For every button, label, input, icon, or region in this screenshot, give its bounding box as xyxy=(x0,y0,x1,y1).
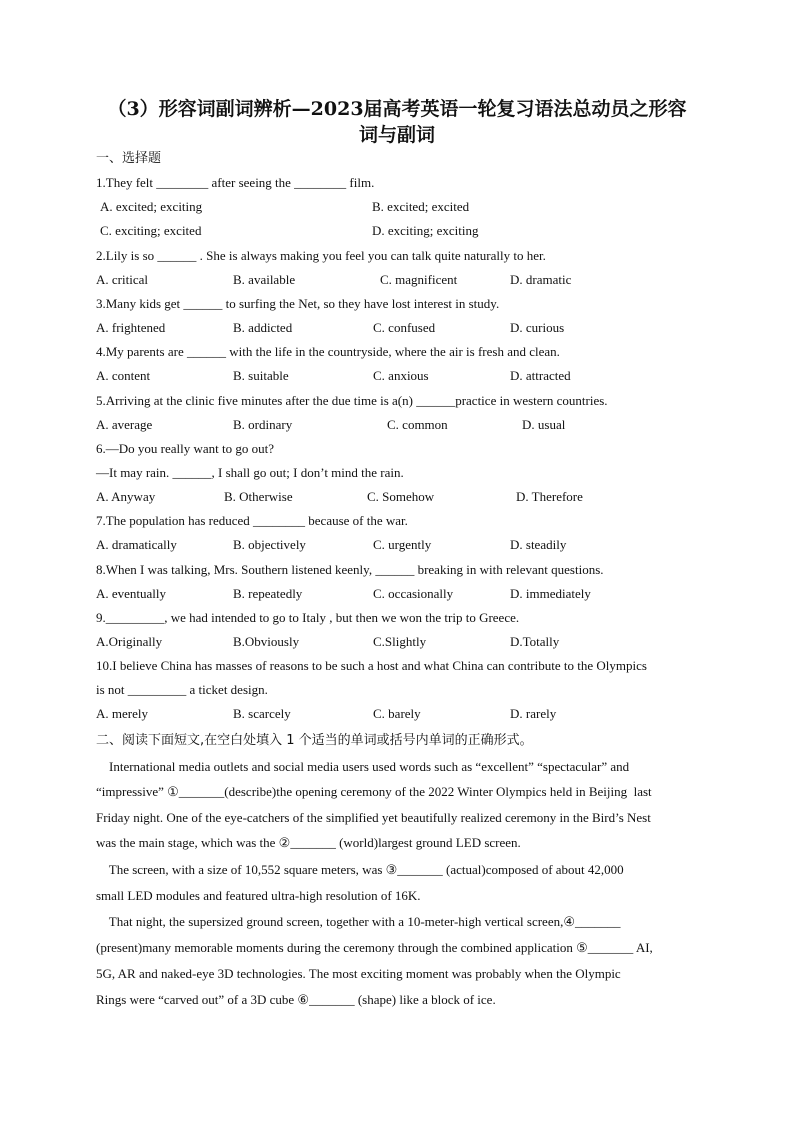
question-1-option-c: C. exciting; excited xyxy=(100,223,202,238)
question-10-option-d: D. rarely xyxy=(510,706,557,721)
question-10-option-c: C. barely xyxy=(373,706,421,721)
question-6-stem-line-2: —It may rain. ______, I shall go out; I don’t mind the rain. xyxy=(96,465,404,480)
title-line-1: （3）形容词副词辨析—2023届高考英语一轮复习语法总动员之形容 xyxy=(107,98,687,120)
question-4-option-b: B. suitable xyxy=(233,368,289,383)
question-7-option-a: A. dramatically xyxy=(96,537,177,552)
question-7-option-d: D. steadily xyxy=(510,537,567,552)
title-line-2: 词与副词 xyxy=(358,124,435,146)
question-7-stem: 7.The population has reduced ________ because of the war. xyxy=(96,513,408,528)
question-3-option-d: D. curious xyxy=(510,320,565,335)
question-6-stem-line-1: 6.—Do you really want to go out? xyxy=(96,441,274,456)
document-title xyxy=(60,96,734,148)
question-9-option-a: A.Originally xyxy=(96,634,163,649)
question-8-stem: 8.When I was talking, Mrs. Southern listened keenly, ______ breaking in with relevant questions. xyxy=(96,562,604,577)
question-5-option-b: B. ordinary xyxy=(233,417,293,432)
question-9-option-d: D.Totally xyxy=(510,634,560,649)
question-8-option-d: D. immediately xyxy=(510,586,591,601)
question-2-stem: 2.Lily is so ______ . She is always making you feel you can talk quite naturally to her. xyxy=(96,248,546,263)
question-2-option-d: D. dramatic xyxy=(510,272,572,287)
question-3-option-a: A. frightened xyxy=(96,320,166,335)
section-1-heading: 一、选择题 xyxy=(96,151,162,166)
question-7-option-c: C. urgently xyxy=(373,537,432,552)
question-4-option-a: A. content xyxy=(96,368,151,383)
question-6-option-d: D. Therefore xyxy=(516,489,583,504)
question-9-option-c: C.Slightly xyxy=(373,634,427,649)
passage-paragraph-3-line-1: That night, the supersized ground screen, together with a 10-meter-high vertical screen,④_______ xyxy=(96,914,621,929)
passage-paragraph-3-line-3: 5G, AR and naked-eye 3D technologies. The most exciting moment was probably when the Olympic xyxy=(96,966,621,981)
question-4-stem: 4.My parents are ______ with the life in the countryside, where the air is fresh and clean. xyxy=(96,344,560,359)
question-4-option-c: C. anxious xyxy=(373,368,429,383)
question-1-option-d: D. exciting; exciting xyxy=(372,223,479,238)
question-5-option-d: D. usual xyxy=(522,417,566,432)
question-6-option-c: C. Somehow xyxy=(367,489,435,504)
question-1-option-b: B. excited; excited xyxy=(372,199,470,214)
question-7-option-b: B. objectively xyxy=(233,537,306,552)
question-1-stem: 1.They felt ________ after seeing the ________ film. xyxy=(96,175,375,190)
question-2-option-b: B. available xyxy=(233,272,296,287)
question-8-option-b: B. repeatedly xyxy=(233,586,303,601)
question-3-option-b: B. addicted xyxy=(233,320,293,335)
question-5-option-a: A. average xyxy=(96,417,153,432)
question-3-stem: 3.Many kids get ______ to surfing the Net, so they have lost interest in study. xyxy=(96,296,500,311)
passage-paragraph-2-line-1: The screen, with a size of 10,552 square meters, was ③_______ (actual)composed of about 42,000 xyxy=(96,862,624,877)
passage-paragraph-3-line-4: Rings were “carved out” of a 3D cube ⑥_______ (shape) like a block of ice. xyxy=(96,992,496,1007)
question-10-option-a: A. merely xyxy=(96,706,148,721)
question-8-option-a: A. eventually xyxy=(96,586,167,601)
question-8-option-c: C. occasionally xyxy=(373,586,454,601)
question-6-option-b: B. Otherwise xyxy=(224,489,293,504)
passage-paragraph-1-line-4: was the main stage, which was the ②_______ (world)largest ground LED screen. xyxy=(96,835,521,850)
passage-paragraph-1-line-2: “impressive” ①_______(describe)the opening ceremony of the 2022 Winter Olympics held in Beijing last xyxy=(96,784,652,799)
question-1-option-a: A. excited; exciting xyxy=(100,199,203,214)
section-2-heading: 二、阅读下面短文,在空白处填入 1 个适当的单词或括号内单词的正确形式。 xyxy=(96,733,533,748)
question-9-stem: 9._________, we had intended to go to Italy , but then we won the trip to Greece. xyxy=(96,610,520,625)
passage-paragraph-1-line-1: International media outlets and social media users used words such as “excellent” “spectacular” and xyxy=(96,759,630,774)
passage-paragraph-3-line-2: (present)many memorable moments during the ceremony through the combined application ⑤_______ AI, xyxy=(96,940,653,955)
question-4-option-d: D. attracted xyxy=(510,368,571,383)
question-5-stem: 5.Arriving at the clinic five minutes after the due time is a(n) ______practice in western countries. xyxy=(96,393,608,408)
passage-paragraph-1-line-3: Friday night. One of the eye-catchers of the simplified yet beautifully realized ceremony in the Bird’s Nest xyxy=(96,810,651,825)
question-3-option-c: C. confused xyxy=(373,320,436,335)
question-10-stem-line-2: is not _________ a ticket design. xyxy=(96,682,268,697)
passage-paragraph-2-line-2: small LED modules and featured ultra-high resolution of 16K. xyxy=(96,888,421,903)
question-2-option-a: A. critical xyxy=(96,272,148,287)
question-5-option-c: C. common xyxy=(387,417,448,432)
question-2-option-c: C. magnificent xyxy=(380,272,458,287)
question-9-option-b: B.Obviously xyxy=(233,634,300,649)
question-10-stem-line-1: 10.I believe China has masses of reasons to be such a host and what China can contribute to the Olympics xyxy=(96,658,647,673)
question-10-option-b: B. scarcely xyxy=(233,706,291,721)
question-6-option-a: A. Anyway xyxy=(96,489,156,504)
